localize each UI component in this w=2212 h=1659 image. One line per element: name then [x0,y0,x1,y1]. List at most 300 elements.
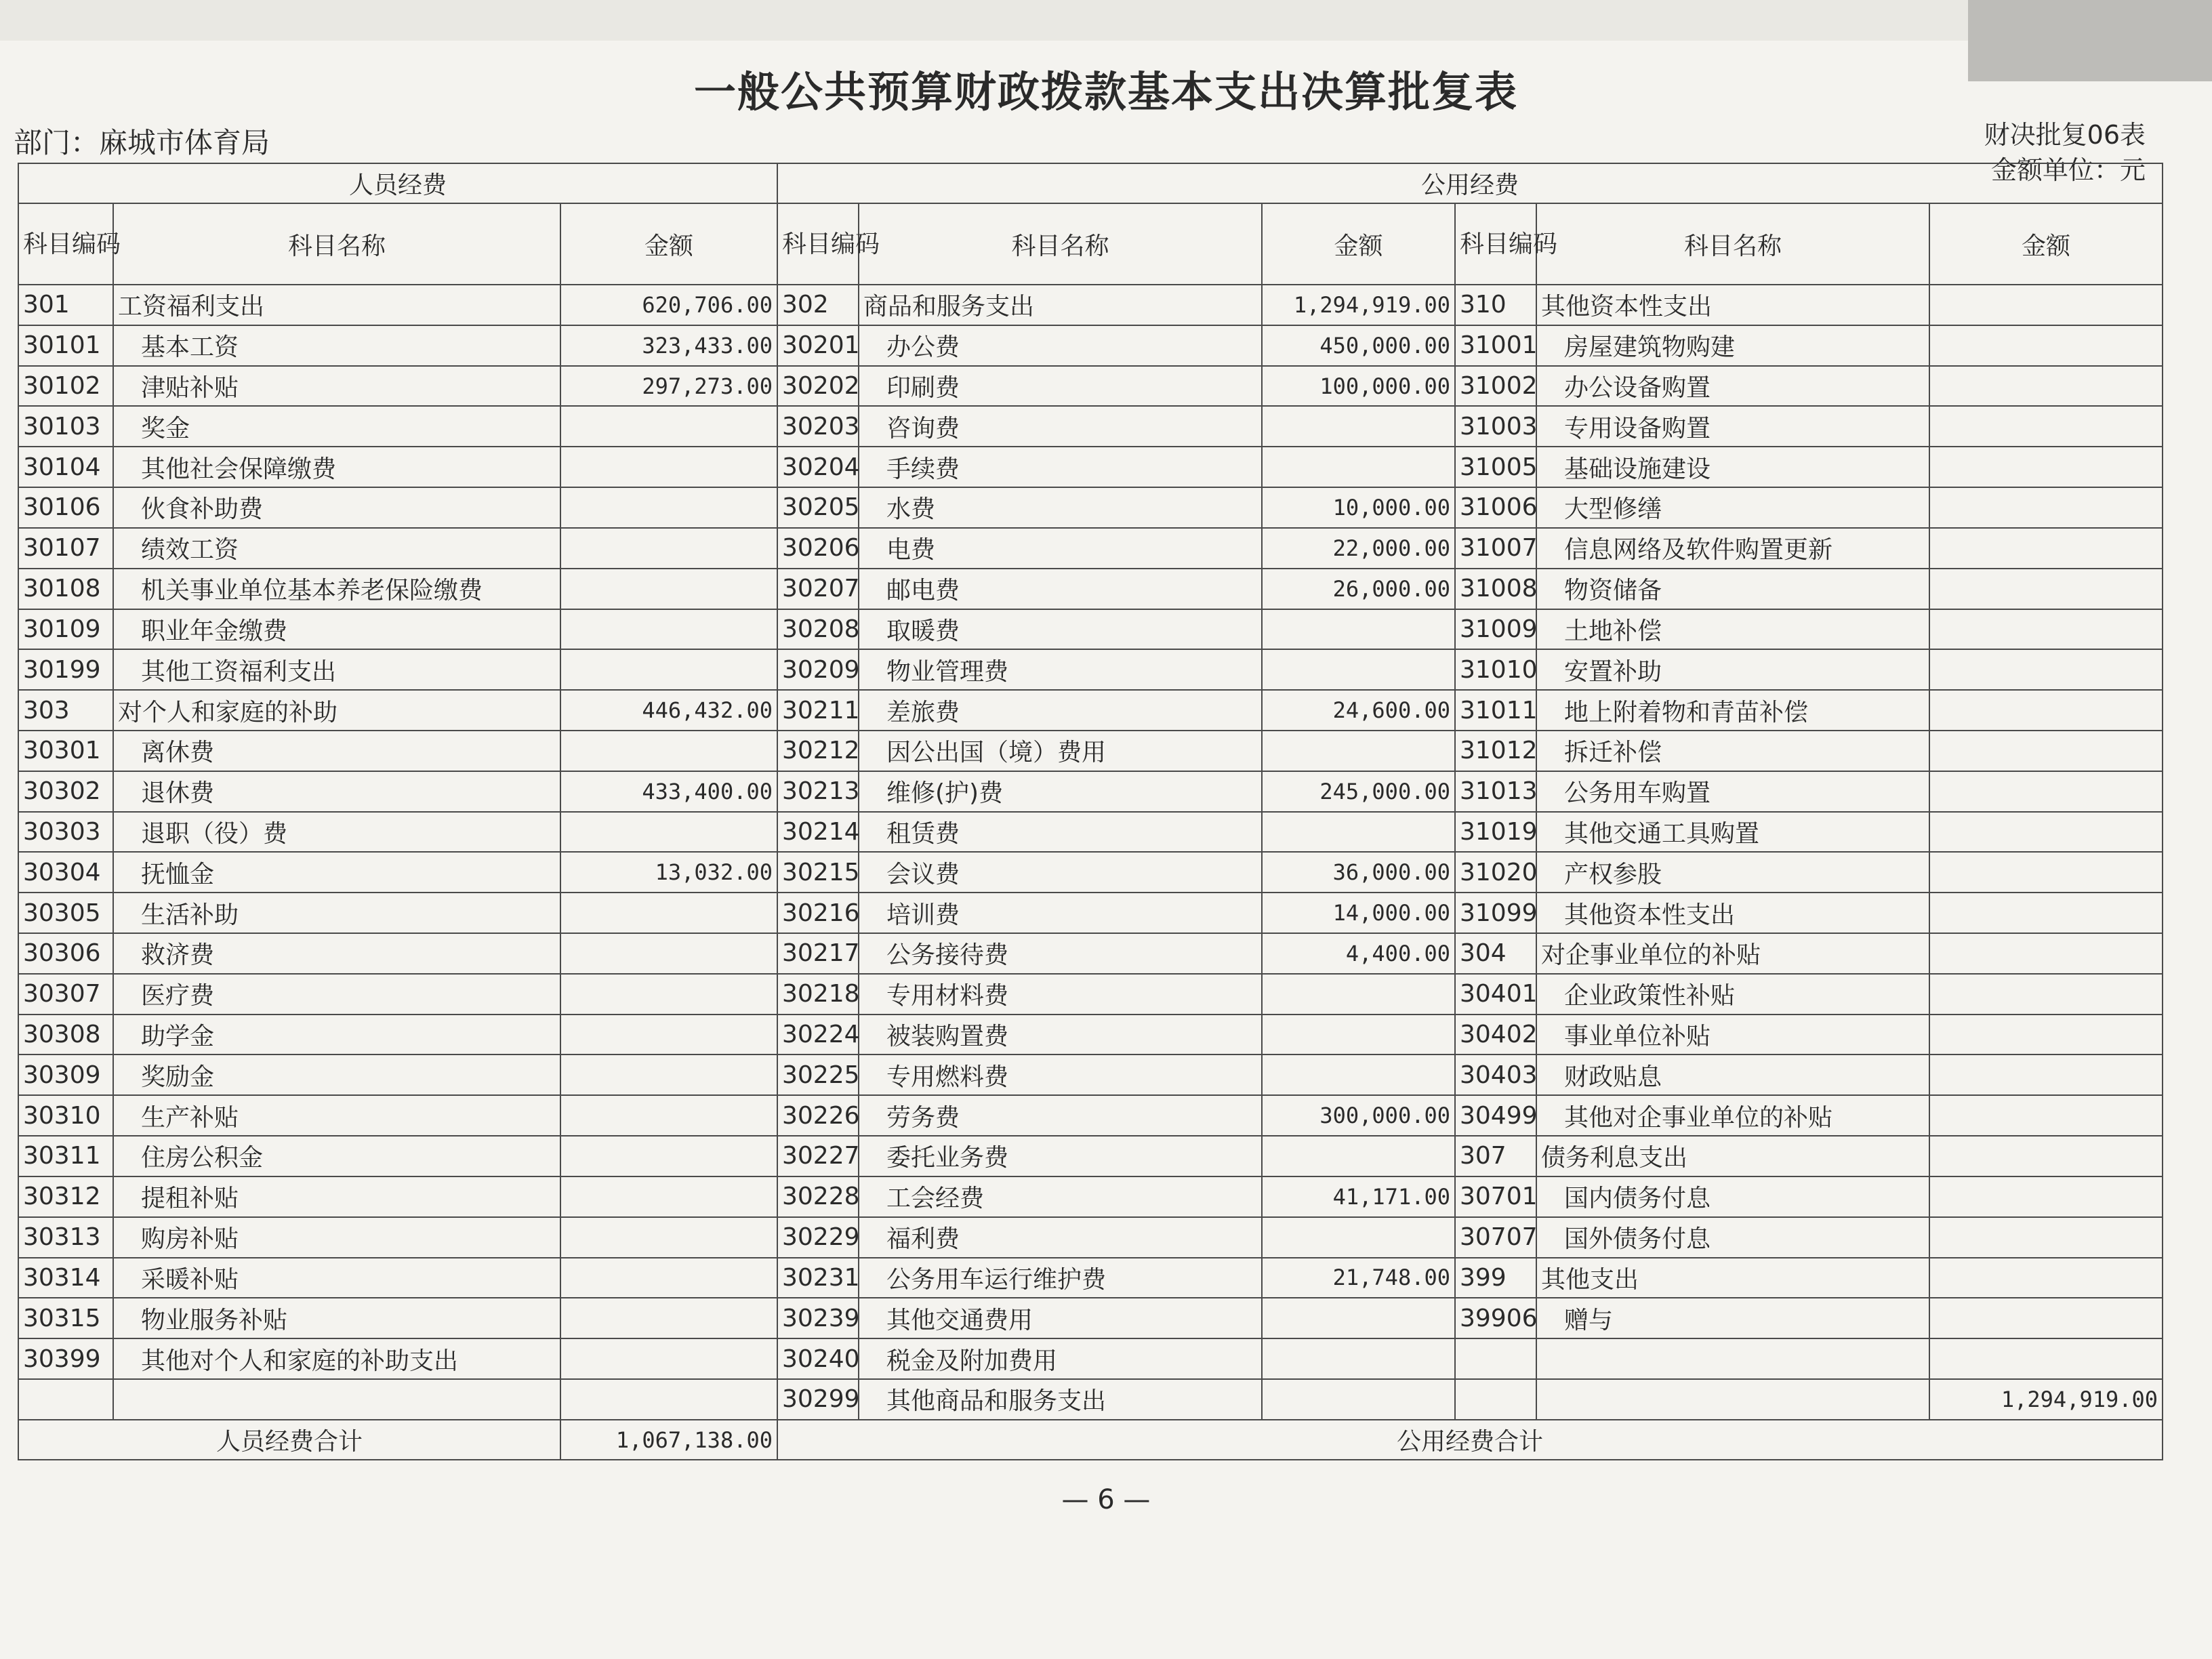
amount-cell: 36,000.00 [1262,852,1455,893]
name-cell: 奖励金 [113,1054,560,1095]
amount-cell [1262,1136,1455,1176]
amount-cell [560,974,777,1015]
name-cell: 委托业务费 [859,1136,1262,1176]
code-cell: 304 [1455,933,1536,974]
code-cell: 30303 [18,812,113,853]
name-cell: 退休费 [113,771,560,812]
amount-cell: 450,000.00 [1262,325,1455,366]
name-cell: 奖金 [113,406,560,447]
code-cell: 30108 [18,569,113,609]
name-cell: 地上附着物和青苗补偿 [1536,690,1929,731]
amount-cell [1929,1258,2163,1298]
name-cell: 其他支出 [1536,1258,1929,1298]
amount-cell [560,1095,777,1136]
amount-cell [1929,1095,2163,1136]
code-cell: 30310 [18,1095,113,1136]
amount-cell: 297,273.00 [560,366,777,407]
amount-cell [1929,1217,2163,1258]
code-cell: 30307 [18,974,113,1015]
name-cell: 救济费 [113,933,560,974]
code-cell: 30302 [18,771,113,812]
name-cell: 其他交通工具购置 [1536,812,1929,853]
table-row [18,1258,2163,1298]
amount-cell [560,893,777,933]
code-cell: 30301 [18,731,113,771]
table-row [18,933,2163,974]
name-cell: 工会经费 [859,1176,1262,1217]
table-row [18,406,2163,447]
amount-cell [1929,1136,2163,1176]
code-cell: 30308 [18,1015,113,1055]
name-cell: 专用材料费 [859,974,1262,1015]
name-cell: 其他对个人和家庭的补助支出 [113,1338,560,1379]
name-cell: 邮电费 [859,569,1262,609]
amount-cell: 323,433.00 [560,325,777,366]
name-cell: 被装购置费 [859,1015,1262,1055]
name-cell: 采暖补贴 [113,1258,560,1298]
code-cell: 30217 [777,933,859,974]
amount-cell [1262,1217,1455,1258]
amount-cell [560,812,777,853]
name-cell: 生活补助 [113,893,560,933]
amount-cell [1929,406,2163,447]
code-cell: 30199 [18,649,113,690]
public-header: 公用经费 [777,163,2163,203]
table-row [18,974,2163,1015]
code-cell: 30224 [777,1015,859,1055]
code-cell: 30107 [18,528,113,569]
code-cell: 30399 [18,1338,113,1379]
code-cell: 30205 [777,487,859,528]
code-cell: 30209 [777,649,859,690]
amount-cell: 4,400.00 [1262,933,1455,974]
name-cell: 绩效工资 [113,528,560,569]
code-cell: 31007 [1455,528,1536,569]
name-cell: 专用设备购置 [1536,406,1929,447]
amount-cell [1929,852,2163,893]
amount-cell [560,1258,777,1298]
name-cell: 电费 [859,528,1262,569]
code-cell: 30701 [1455,1176,1536,1217]
name-cell: 房屋建筑物购建 [1536,325,1929,366]
code-cell: 30103 [18,406,113,447]
personnel-total-amount: 1,067,138.00 [560,1420,777,1460]
public-total-label: 公用经费合计 [777,1420,2163,1460]
amount-cell [1929,812,2163,853]
amount-cell [560,1338,777,1379]
amount-cell [1929,771,2163,812]
code-cell: 30231 [777,1258,859,1298]
code-cell: 399 [1455,1258,1536,1298]
table-row [18,731,2163,771]
name-cell: 拆迁补偿 [1536,731,1929,771]
name-cell: 赠与 [1536,1298,1929,1338]
amount-cell [560,447,777,487]
amount-cell [560,569,777,609]
amount-cell: 26,000.00 [1262,569,1455,609]
amount-cell: 100,000.00 [1262,366,1455,407]
code-cell: 307 [1455,1136,1536,1176]
code-cell: 30204 [777,447,859,487]
amount-cell [560,1176,777,1217]
code-cell: 31006 [1455,487,1536,528]
amount-cell: 41,171.00 [1262,1176,1455,1217]
amount-cell [1262,974,1455,1015]
table-row [18,649,2163,690]
name-cell: 对企事业单位的补贴 [1536,933,1929,974]
name-cell: 印刷费 [859,366,1262,407]
code-cell: 30101 [18,325,113,366]
code-header: 科目编码 [18,203,113,285]
name-cell: 维修(护)费 [859,771,1262,812]
code-cell: 30305 [18,893,113,933]
name-header: 科目名称 [113,203,560,285]
budget-table [18,163,2163,1460]
amount-cell: 446,432.00 [560,690,777,731]
amount-header: 金额 [1929,203,2163,285]
name-cell: 企业政策性补贴 [1536,974,1929,1015]
amount-cell [1929,893,2163,933]
amount-cell [1262,649,1455,690]
code-cell: 30216 [777,893,859,933]
amount-cell [1262,1379,1455,1420]
code-header: 科目编码 [1455,203,1536,285]
amount-cell [1262,1298,1455,1338]
code-cell: 30313 [18,1217,113,1258]
amount-cell [1929,933,2163,974]
name-header: 科目名称 [859,203,1262,285]
code-cell: 31011 [1455,690,1536,731]
code-cell: 30102 [18,366,113,407]
amount-cell [1929,1338,2163,1379]
amount-cell [560,933,777,974]
table-row [18,609,2163,650]
code-cell [1455,1338,1536,1379]
name-cell: 国内债务付息 [1536,1176,1929,1217]
amount-cell [1929,1054,2163,1095]
amount-cell: 14,000.00 [1262,893,1455,933]
amount-cell: 1,294,919.00 [1929,1379,2163,1420]
name-cell [113,1379,560,1420]
amount-cell [1929,1015,2163,1055]
table-row [18,487,2163,528]
table-row [18,812,2163,853]
code-cell: 30208 [777,609,859,650]
amount-cell [560,528,777,569]
code-cell: 30402 [1455,1015,1536,1055]
table-row [18,325,2163,366]
name-cell: 取暖费 [859,609,1262,650]
amount-header: 金额 [560,203,777,285]
amount-unit: 金额单位：元 [1990,155,2146,185]
name-cell: 提租补贴 [113,1176,560,1217]
name-cell: 伙食补助费 [113,487,560,528]
name-cell: 债务利息支出 [1536,1136,1929,1176]
name-cell: 会议费 [859,852,1262,893]
name-cell: 商品和服务支出 [859,285,1262,325]
name-cell: 办公费 [859,325,1262,366]
name-cell: 大型修缮 [1536,487,1929,528]
code-cell: 39906 [1455,1298,1536,1338]
name-cell: 公务接待费 [859,933,1262,974]
name-cell: 信息网络及软件购置更新 [1536,528,1929,569]
amount-cell: 1,294,919.00 [1262,285,1455,325]
table-row [18,1338,2163,1379]
table-row [18,690,2163,731]
amount-cell [1929,487,2163,528]
name-cell: 其他资本性支出 [1536,893,1929,933]
table-row [18,893,2163,933]
code-cell: 31002 [1455,366,1536,407]
amount-cell: 24,600.00 [1262,690,1455,731]
name-cell: 物业服务补贴 [113,1298,560,1338]
code-cell: 30403 [1455,1054,1536,1095]
code-cell: 31019 [1455,812,1536,853]
code-cell: 31009 [1455,609,1536,650]
amount-cell [1262,731,1455,771]
code-cell: 301 [18,285,113,325]
code-cell: 30206 [777,528,859,569]
name-cell: 因公出国（境）费用 [859,731,1262,771]
name-cell: 安置补助 [1536,649,1929,690]
amount-cell: 433,400.00 [560,771,777,812]
amount-cell [1929,609,2163,650]
name-cell: 物业管理费 [859,649,1262,690]
code-cell: 31005 [1455,447,1536,487]
amount-cell [1262,1338,1455,1379]
code-cell: 30202 [777,366,859,407]
amount-cell: 245,000.00 [1262,771,1455,812]
code-cell: 303 [18,690,113,731]
code-cell: 31013 [1455,771,1536,812]
name-cell: 国外债务付息 [1536,1217,1929,1258]
name-cell: 离休费 [113,731,560,771]
name-cell: 住房公积金 [113,1136,560,1176]
amount-cell: 10,000.00 [1262,487,1455,528]
code-cell: 30309 [18,1054,113,1095]
name-cell: 机关事业单位基本养老保险缴费 [113,569,560,609]
name-cell: 税金及附加费用 [859,1338,1262,1379]
personnel-total-label: 人员经费合计 [18,1420,560,1460]
code-cell: 30229 [777,1217,859,1258]
code-cell: 30218 [777,974,859,1015]
name-cell: 土地补偿 [1536,609,1929,650]
amount-header: 金额 [1262,203,1455,285]
code-cell: 30215 [777,852,859,893]
amount-cell [560,649,777,690]
amount-cell: 21,748.00 [1262,1258,1455,1298]
code-cell: 30226 [777,1095,859,1136]
code-cell: 30213 [777,771,859,812]
table-row [18,569,2163,609]
name-cell: 其他交通费用 [859,1298,1262,1338]
code-cell: 30499 [1455,1095,1536,1136]
code-cell: 30314 [18,1258,113,1298]
table-row [18,366,2163,407]
code-cell [1455,1379,1536,1420]
amount-cell [1929,649,2163,690]
code-cell: 30207 [777,569,859,609]
name-cell: 租赁费 [859,812,1262,853]
name-cell: 医疗费 [113,974,560,1015]
amount-cell [560,1379,777,1420]
name-cell: 抚恤金 [113,852,560,893]
name-cell: 津贴补贴 [113,366,560,407]
table-row [18,1095,2163,1136]
name-cell: 其他社会保障缴费 [113,447,560,487]
amount-cell: 22,000.00 [1262,528,1455,569]
amount-cell: 13,032.00 [560,852,777,893]
code-cell: 30401 [1455,974,1536,1015]
code-cell: 31008 [1455,569,1536,609]
table-row [18,285,2163,325]
name-header: 科目名称 [1536,203,1929,285]
amount-cell [560,1054,777,1095]
code-cell: 31020 [1455,852,1536,893]
amount-cell [560,1136,777,1176]
name-cell: 其他工资福利支出 [113,649,560,690]
name-cell: 工资福利支出 [113,285,560,325]
name-cell: 其他资本性支出 [1536,285,1929,325]
code-cell: 30201 [777,325,859,366]
code-cell: 30239 [777,1298,859,1338]
amount-cell [1929,528,2163,569]
name-cell: 办公设备购置 [1536,366,1929,407]
code-cell: 30203 [777,406,859,447]
code-cell: 31001 [1455,325,1536,366]
name-cell: 生产补贴 [113,1095,560,1136]
code-header: 科目编码 [777,203,859,285]
department-label: 部门：麻城市体育局 [14,126,270,159]
name-cell: 劳务费 [859,1095,1262,1136]
amount-cell [1929,569,2163,609]
amount-cell [1262,1015,1455,1055]
table-row [18,1054,2163,1095]
table-row [18,447,2163,487]
amount-cell [560,487,777,528]
code-cell: 30104 [18,447,113,487]
amount-cell: 620,706.00 [560,285,777,325]
form-number: 财决批复06表 [1984,120,2146,150]
code-cell: 30304 [18,852,113,893]
table-row [18,1379,2163,1420]
name-cell [1536,1338,1929,1379]
amount-cell [1929,1176,2163,1217]
amount-cell [1929,285,2163,325]
name-cell [1536,1379,1929,1420]
code-cell: 302 [777,285,859,325]
amount-cell [1262,406,1455,447]
code-cell: 31003 [1455,406,1536,447]
code-cell: 30109 [18,609,113,650]
amount-cell [1929,690,2163,731]
table-row [18,1217,2163,1258]
amount-cell [1262,447,1455,487]
page-number: — 6 — [1061,1484,1151,1515]
amount-cell [560,406,777,447]
table-row [18,852,2163,893]
code-cell: 30214 [777,812,859,853]
amount-cell [560,1015,777,1055]
amount-cell [1929,325,2163,366]
code-cell: 30211 [777,690,859,731]
name-cell: 差旅费 [859,690,1262,731]
name-cell: 培训费 [859,893,1262,933]
table-row [18,771,2163,812]
amount-cell [1262,812,1455,853]
name-cell: 手续费 [859,447,1262,487]
name-cell: 水费 [859,487,1262,528]
amount-cell [560,731,777,771]
amount-cell [1262,609,1455,650]
code-cell: 31099 [1455,893,1536,933]
amount-cell [1262,1054,1455,1095]
name-cell: 物资储备 [1536,569,1929,609]
table-row [18,1298,2163,1338]
name-cell: 购房补贴 [113,1217,560,1258]
code-cell: 30240 [777,1338,859,1379]
code-cell: 30212 [777,731,859,771]
name-cell: 职业年金缴费 [113,609,560,650]
amount-cell [560,1217,777,1258]
name-cell: 福利费 [859,1217,1262,1258]
code-cell: 30707 [1455,1217,1536,1258]
name-cell: 其他商品和服务支出 [859,1379,1262,1420]
code-cell: 30227 [777,1136,859,1176]
personnel-header: 人员经费 [18,163,777,203]
amount-cell [1929,366,2163,407]
name-cell: 产权参股 [1536,852,1929,893]
name-cell: 退职（役）费 [113,812,560,853]
amount-cell [1929,731,2163,771]
code-cell: 30306 [18,933,113,974]
table-row [18,1136,2163,1176]
amount-cell [1929,1298,2163,1338]
code-cell: 31010 [1455,649,1536,690]
code-cell: 30106 [18,487,113,528]
table-row [18,528,2163,569]
name-cell: 对个人和家庭的补助 [113,690,560,731]
amount-cell [560,1298,777,1338]
name-cell: 公务用车购置 [1536,771,1929,812]
name-cell: 公务用车运行维护费 [859,1258,1262,1298]
code-cell: 30299 [777,1379,859,1420]
code-cell: 30311 [18,1136,113,1176]
table-row [18,1176,2163,1217]
amount-cell: 300,000.00 [1262,1095,1455,1136]
name-cell: 基本工资 [113,325,560,366]
code-cell: 30225 [777,1054,859,1095]
code-cell: 310 [1455,285,1536,325]
code-cell: 30312 [18,1176,113,1217]
table-row [18,1015,2163,1055]
code-cell [18,1379,113,1420]
amount-cell [1929,447,2163,487]
code-cell: 31012 [1455,731,1536,771]
code-cell: 30315 [18,1298,113,1338]
name-cell: 咨询费 [859,406,1262,447]
name-cell: 专用燃料费 [859,1054,1262,1095]
name-cell: 基础设施建设 [1536,447,1929,487]
name-cell: 助学金 [113,1015,560,1055]
name-cell: 财政贴息 [1536,1054,1929,1095]
amount-cell [560,609,777,650]
name-cell: 事业单位补贴 [1536,1015,1929,1055]
name-cell: 其他对企事业单位的补贴 [1536,1095,1929,1136]
code-cell: 30228 [777,1176,859,1217]
page-title: 一般公共预算财政拨款基本支出决算批复表 [693,67,1518,117]
amount-cell [1929,974,2163,1015]
